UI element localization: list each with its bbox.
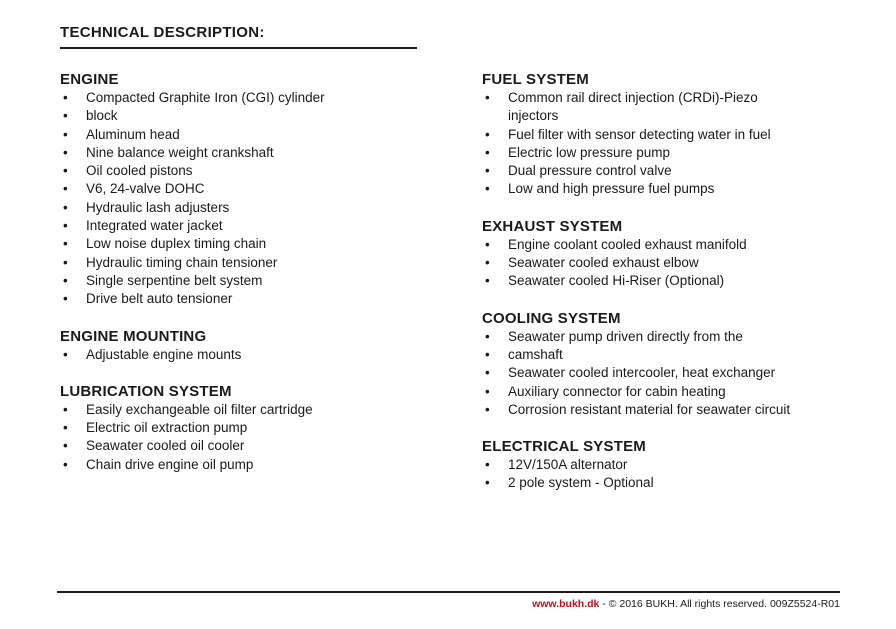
list-item: [482, 254, 876, 272]
bullet-icon: •: [63, 401, 68, 417]
list-item-text: Drive belt auto tensioner: [86, 291, 233, 307]
bullet-icon: •: [63, 254, 68, 270]
list-item-text: Dual pressure control valve: [508, 163, 672, 179]
bullet-list: [482, 456, 876, 493]
bullet-icon: •: [485, 255, 490, 271]
website-link[interactable]: www.bukh.dk: [532, 598, 600, 610]
list-item: [482, 328, 876, 346]
section-electrical-system: [482, 437, 876, 493]
list-item-text: Seawater cooled oil cooler: [86, 438, 245, 454]
bullet-icon: •: [63, 272, 68, 288]
bullet-icon: •: [485, 273, 490, 289]
list-item: [482, 272, 876, 290]
bullet-icon: •: [485, 90, 490, 105]
list-item-text: 2 pole system - Optional: [508, 475, 654, 491]
section-heading: ENGINE: [60, 71, 119, 88]
bullet-list: [482, 89, 876, 199]
bullet-list: [482, 236, 876, 291]
bullet-icon: •: [63, 346, 68, 362]
list-item: [482, 180, 876, 198]
list-item-text: Corrosion resistant material for seawater circuit: [508, 401, 791, 417]
list-item-text: Fuel filter with sensor detecting water in fuel: [508, 126, 771, 142]
list-item: [482, 126, 876, 144]
list-item: [482, 89, 876, 107]
bullet-icon: •: [63, 291, 68, 307]
bullet-icon: •: [63, 438, 68, 454]
list-item: [60, 180, 482, 198]
list-item-text: Hydraulic timing chain tensioner: [86, 254, 278, 270]
list-item: [482, 456, 876, 474]
list-item-text: Electric low pressure pump: [508, 144, 671, 160]
list-item: [60, 456, 482, 474]
list-item-text: Easily exchangeable oil filter cartridge: [86, 401, 313, 417]
section-cooling-system: [482, 309, 876, 419]
list-item-text: Seawater cooled Hi-Riser (Optional): [508, 273, 725, 289]
bullet-icon: •: [485, 475, 490, 491]
list-item-text: Nine balance weight crankshaft: [86, 144, 274, 160]
page-title: TECHNICAL DESCRIPTION:: [60, 24, 265, 41]
list-item: [482, 144, 876, 162]
list-item: [482, 346, 876, 364]
list-item: [60, 144, 482, 162]
bullet-icon: •: [63, 181, 68, 197]
section-lubrication-system: [60, 382, 482, 474]
section-exhaust-system: [482, 217, 876, 291]
section-heading: COOLING SYSTEM: [482, 309, 621, 327]
list-item: [60, 235, 482, 253]
section-heading: ELECTRICAL SYSTEM: [482, 438, 646, 456]
list-item-text: Compacted Graphite Iron (CGI) cylinder: [86, 90, 325, 105]
section-engine-mounting: [60, 327, 482, 364]
list-item: [60, 346, 482, 364]
list-item-text: Common rail direct injection (CRDi)-Piezo: [508, 90, 758, 105]
bullet-icon: •: [485, 144, 490, 160]
list-item-text: 12V/150A alternator: [508, 457, 628, 473]
list-item: [482, 364, 876, 382]
list-item-text: Auxiliary connector for cabin heating: [508, 383, 726, 399]
content-columns: [60, 70, 876, 511]
right-column: [482, 70, 876, 511]
bullet-icon: •: [63, 420, 68, 436]
bullet-list: [60, 346, 482, 364]
bullet-icon: •: [63, 236, 68, 252]
list-item: [482, 162, 876, 180]
section-engine: [60, 70, 482, 309]
list-item-text: Aluminum head: [86, 126, 180, 142]
list-item-text: Electric oil extraction pump: [86, 420, 248, 436]
list-item-text: Low noise duplex timing chain: [86, 236, 267, 252]
list-item: [60, 89, 482, 107]
list-item: [60, 126, 482, 144]
bullet-icon: •: [63, 144, 68, 160]
section-fuel-system: [482, 70, 876, 199]
bullet-icon: •: [63, 456, 68, 472]
bullet-icon: •: [63, 108, 68, 124]
bullet-icon: •: [485, 401, 490, 417]
copyright-text: © 2016 BUKH. All rights reserved. 009Z5524-R01: [608, 598, 840, 610]
bullet-icon: •: [485, 181, 490, 197]
list-item: [60, 254, 482, 272]
footer-separator: -: [599, 598, 609, 610]
bullet-icon: •: [485, 236, 490, 252]
list-item-text: block: [86, 108, 118, 124]
list-item-text: Engine coolant cooled exhaust manifold: [508, 236, 747, 252]
section-heading: ENGINE MOUNTING: [60, 327, 207, 345]
list-item-text: Seawater cooled intercooler, heat exchanger: [508, 365, 776, 381]
list-item-text: camshaft: [508, 346, 563, 362]
list-item: [60, 290, 482, 308]
left-column: [60, 70, 482, 511]
document-footer: [57, 591, 840, 610]
list-item-text: Low and high pressure fuel pumps: [508, 181, 715, 197]
list-item: [60, 419, 482, 437]
list-item: [60, 217, 482, 235]
bullet-icon: •: [485, 163, 490, 179]
list-item-text: Hydraulic lash adjusters: [86, 199, 230, 215]
bullet-icon: •: [63, 218, 68, 234]
document-header: [60, 24, 417, 49]
bullet-list: [60, 89, 482, 309]
bullet-icon: •: [63, 126, 68, 142]
bullet-icon: •: [63, 163, 68, 179]
bullet-list: [60, 401, 482, 474]
list-item: [482, 401, 876, 419]
list-item: [60, 437, 482, 455]
bullet-icon: •: [63, 90, 68, 105]
bullet-icon: •: [485, 365, 490, 381]
list-item-text: Integrated water jacket: [86, 218, 223, 234]
list-item: [482, 474, 876, 492]
list-item: [60, 272, 482, 290]
list-item-text: injectors: [508, 108, 559, 124]
section-heading: EXHAUST SYSTEM: [482, 217, 623, 235]
bullet-icon: •: [485, 126, 490, 142]
list-item: [60, 107, 482, 125]
list-item: [482, 236, 876, 254]
list-item-text: V6, 24-valve DOHC: [86, 181, 205, 197]
list-item-text: Chain drive engine oil pump: [86, 456, 254, 472]
bullet-icon: •: [485, 383, 490, 399]
list-item: [60, 401, 482, 419]
list-item-text: Oil cooled pistons: [86, 163, 193, 179]
list-item: [482, 107, 876, 125]
list-item-text: Adjustable engine mounts: [86, 346, 242, 362]
list-item-text: Single serpentine belt system: [86, 272, 263, 288]
list-item: [482, 383, 876, 401]
list-item-text: Seawater cooled exhaust elbow: [508, 255, 699, 271]
bullet-icon: •: [485, 346, 490, 362]
section-heading: LUBRICATION SYSTEM: [60, 382, 232, 400]
bullet-list: [482, 328, 876, 419]
list-item-text: Seawater pump driven directly from the: [508, 328, 743, 344]
list-item: [60, 199, 482, 217]
list-item: [60, 162, 482, 180]
bullet-icon: •: [63, 199, 68, 215]
section-heading: FUEL SYSTEM: [482, 71, 589, 88]
bullet-icon: •: [485, 457, 490, 473]
bullet-icon: •: [485, 328, 490, 344]
